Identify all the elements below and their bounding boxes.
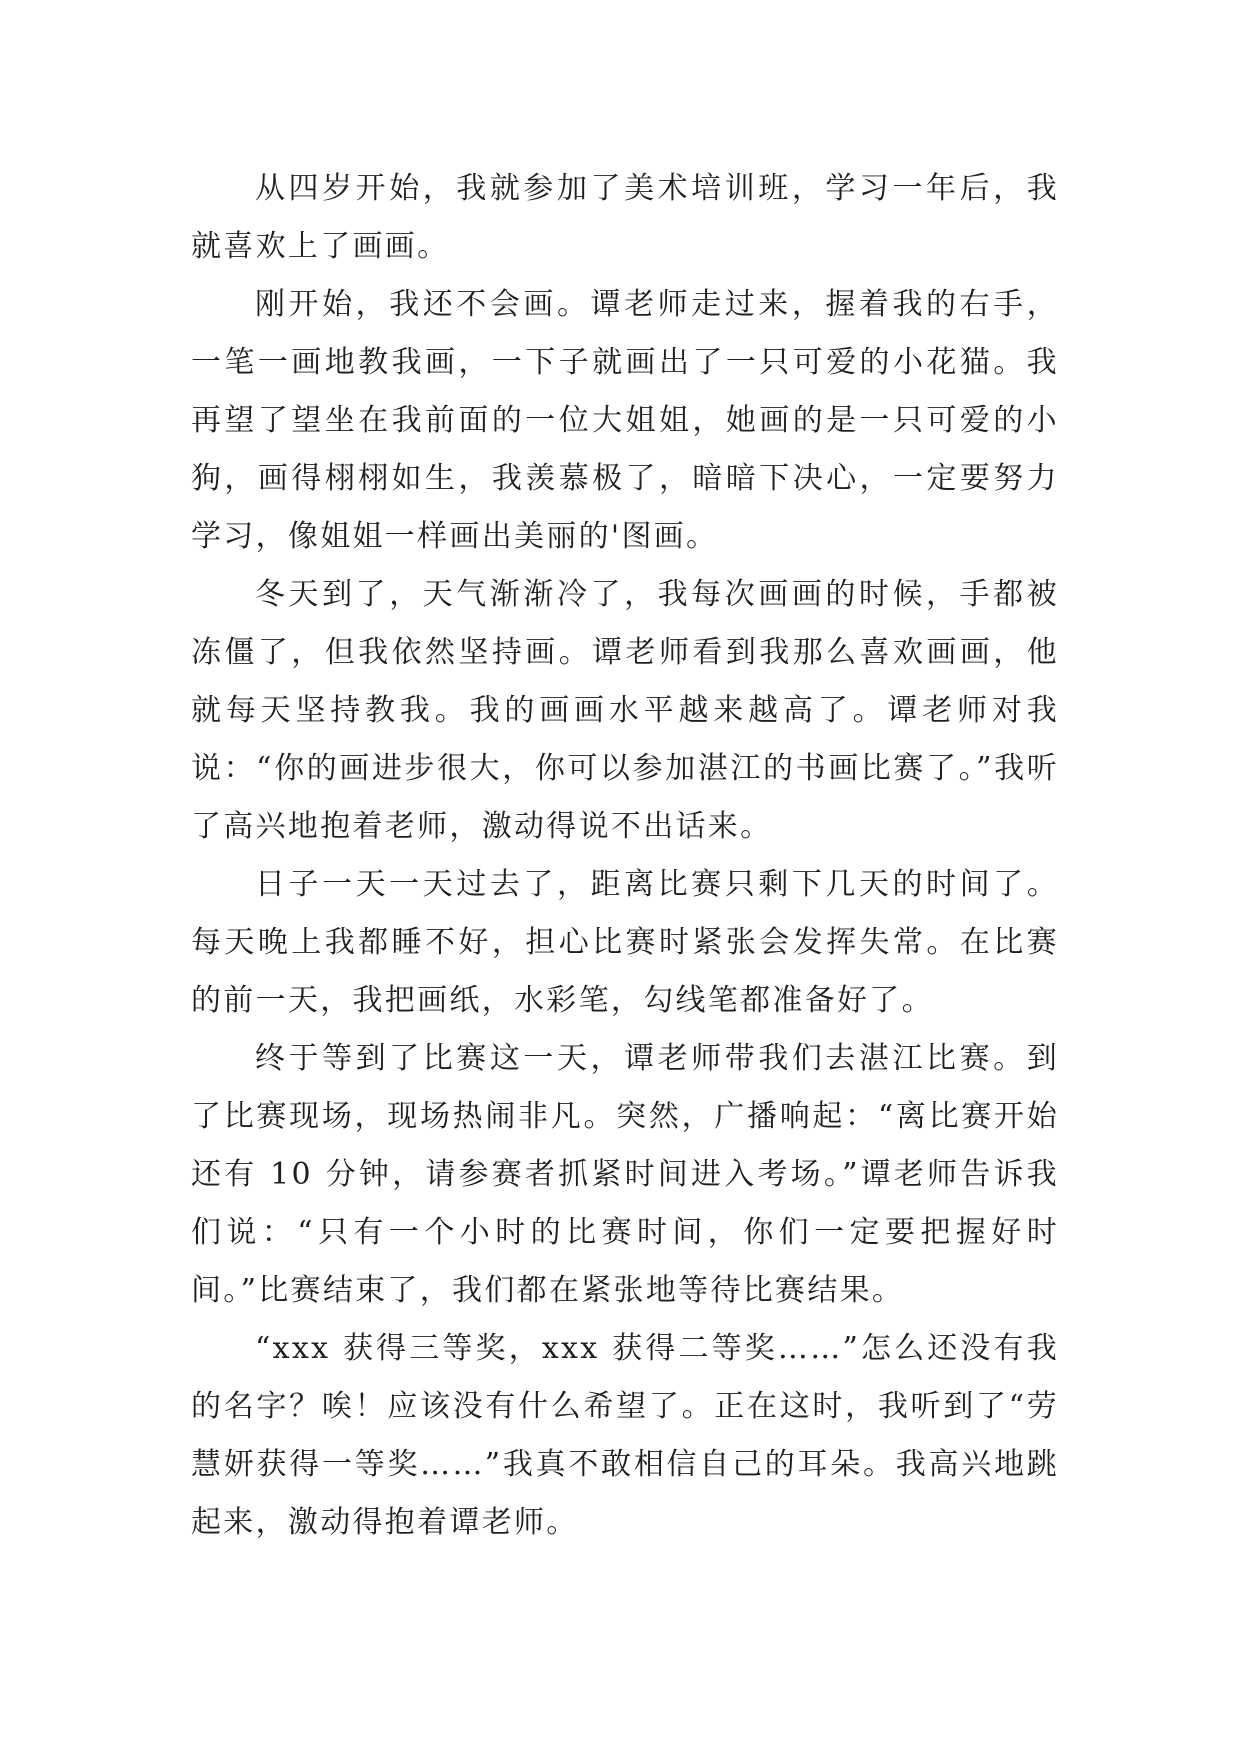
paragraph: 终于等到了比赛这一天，谭老师带我们去湛江比赛。到了比赛现场，现场热闹非凡。突然，广播响起：“离比赛开始还有 10 分钟，请参赛者抓紧时间进入考场。”谭老师告诉我们说：“只有一个小时的比赛时间，你们一定要把握好时间。”比赛结束了，我们都在紧张地等待比赛结果。 <box>191 1041 1059 1308</box>
paragraph: 刚开始，我还不会画。谭老师走过来，握着我的右手，一笔一画地教我画，一下子就画出了一只可爱的小花猫。我再望了望坐在我前面的一位大姐姐，她画的是一只可爱的小狗，画得栩栩如生，我羡慕极了，暗暗下决心，一定要努力学习，像姐姐一样画出美丽的'图画。 <box>191 287 1059 554</box>
essay-body <box>191 160 1059 1552</box>
paragraph: “xxx 获得三等奖，xxx 获得二等奖……”怎么还没有我的名字？唉！应该没有什么希望了。正在这时，我听到了“劳慧妍获得一等奖……”我真不敢相信自己的耳朵。我高兴地跳起来，激动得抱着谭老师。 <box>191 1331 1059 1540</box>
paragraph: 从四岁开始，我就参加了美术培训班，学习一年后，我就喜欢上了画画。 <box>191 171 1059 264</box>
paragraph: 冬天到了，天气渐渐冷了，我每次画画的时候，手都被冻僵了，但我依然坚持画。谭老师看到我那么喜欢画画，他就每天坚持教我。我的画画水平越来越高了。谭老师对我说：“你的画进步很大，你可以参加湛江的书画比赛了。”我听了高兴地抱着老师，激动得说不出话来。 <box>191 577 1059 844</box>
paragraph: 日子一天一天过去了，距离比赛只剩下几天的时间了。每天晚上我都睡不好，担心比赛时紧张会发挥失常。在比赛的前一天，我把画纸，水彩笔，勾线笔都准备好了。 <box>191 867 1059 1018</box>
